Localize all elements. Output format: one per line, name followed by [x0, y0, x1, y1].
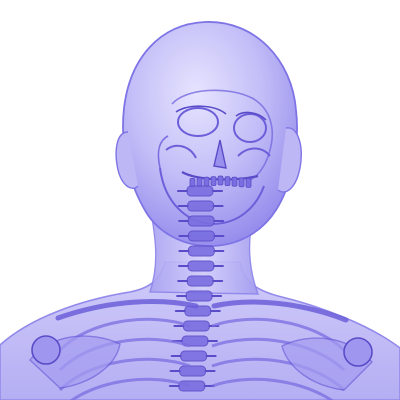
tooth	[232, 177, 237, 186]
vertebra	[188, 216, 214, 226]
vertebra	[187, 276, 213, 286]
tooth	[239, 178, 244, 187]
right-shoulder-joint	[344, 338, 372, 366]
vertebra	[180, 366, 206, 376]
vertebra	[186, 291, 212, 301]
tooth	[225, 177, 230, 186]
tooth	[211, 177, 216, 186]
vertebra	[188, 201, 214, 211]
vertebra	[187, 186, 213, 196]
vertebra	[188, 231, 214, 241]
vertebra	[181, 351, 207, 361]
left-shoulder-joint	[32, 336, 60, 364]
vertebra	[188, 261, 214, 271]
tooth	[246, 178, 251, 187]
vertebra	[188, 246, 214, 256]
tooth	[204, 177, 209, 186]
tooth	[197, 178, 202, 187]
tooth	[218, 176, 223, 185]
